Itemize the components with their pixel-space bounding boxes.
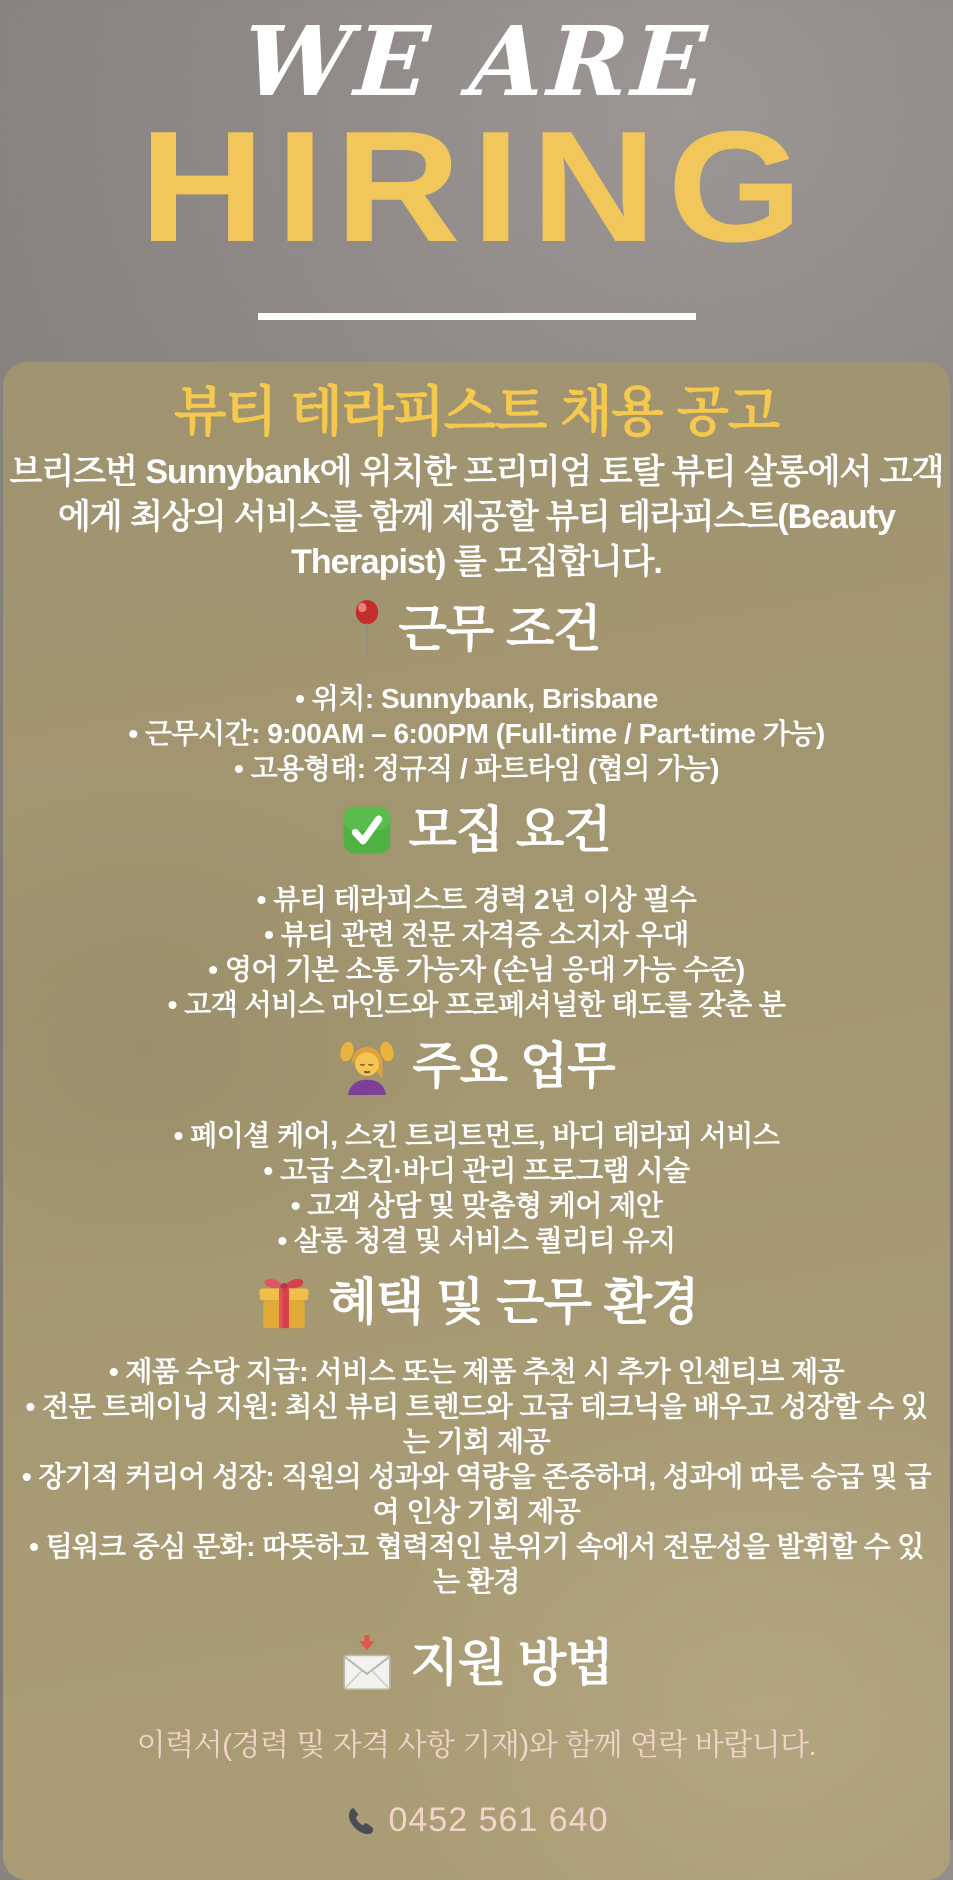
phone-icon — [345, 1805, 377, 1837]
benefits-list — [21, 1354, 933, 1599]
round-pushpin-icon — [352, 599, 382, 659]
phone-row — [3, 1801, 950, 1840]
envelope-arrow-icon — [340, 1633, 394, 1693]
bullet-item: • 팀워크 중심 문화: 따뜻하고 협력적인 분위기 속에서 전문성을 발휘할 수 있는 환경 — [29, 1531, 924, 1597]
work-conditions-list — [21, 681, 933, 786]
bullet-item: • 고급 스킨·바디 관리 프로그램 시술 — [263, 1155, 690, 1186]
bullet-item: • 뷰티 관련 전문 자격증 소지자 우대 — [264, 919, 689, 950]
poster-header — [0, 0, 953, 362]
section-heading-main-duties — [3, 1036, 950, 1096]
content-panel — [3, 362, 950, 1880]
bullet-item: • 근무시간: 9:00AM – 6:00PM (Full-time / Part-time 가능) — [128, 718, 825, 749]
apply-note: 이력서(경력 및 자격 사항 기재)와 함께 연락 바랍니다. — [136, 1729, 817, 1762]
bullet-item: • 영어 기본 소통 가능자 (손님 응대 가능 수준) — [208, 954, 745, 985]
job-intro-text: 브리즈번 Sunnybank에 위치한 프리미엄 토탈 뷰티 살롱에서 고객에게 최상의 서비스를 함께 제공할 뷰티 테라피스트(Beauty Therapist) 를 모집합니다. — [9, 453, 944, 581]
phone-number: 0452 561 640 — [388, 1801, 609, 1839]
bullet-item: • 고객 서비스 마인드와 프로페셔널한 태도를 갖춘 분 — [167, 989, 786, 1020]
woman-massage-icon — [338, 1037, 396, 1095]
header-divider — [258, 313, 696, 320]
bullet-item: • 전문 트레이닝 지원: 최신 뷰티 트렌드와 고급 테크닉을 배우고 성장할 수 있는 기회 제공 — [25, 1391, 928, 1457]
job-posting-title: 뷰티 테라피스트 채용 공고 — [174, 382, 779, 442]
bullet-item: • 위치: Sunnybank, Brisbane — [295, 683, 658, 714]
main-duties-list — [21, 1118, 933, 1258]
bullet-item: • 살롱 청결 및 서비스 퀄리티 유지 — [277, 1225, 676, 1256]
section-heading-label: 지원 방법 — [410, 1635, 613, 1691]
section-heading-how-to-apply — [3, 1633, 950, 1693]
section-heading-label: 주요 업무 — [412, 1038, 615, 1094]
header-script-line: WE ARE — [239, 5, 714, 118]
section-heading-label: 혜택 및 근무 환경 — [328, 1274, 699, 1330]
section-heading-requirements — [3, 800, 950, 860]
bullet-item: • 고용형태: 정규직 / 파트타임 (협의 가능) — [234, 753, 719, 784]
header-main-title: HIRING — [139, 99, 814, 275]
bullet-item: • 뷰티 테라피스트 경력 2년 이상 필수 — [256, 884, 697, 915]
bullet-item: • 페이셜 케어, 스킨 트리트먼트, 바디 테라피 서비스 — [173, 1120, 780, 1151]
gift-icon — [255, 1274, 313, 1330]
bullet-item: • 제품 수당 지급: 서비스 또는 제품 추천 시 추가 인센티브 제공 — [108, 1356, 845, 1387]
requirements-list — [21, 882, 933, 1022]
section-heading-label: 근무 조건 — [398, 601, 601, 657]
section-heading-benefits — [3, 1272, 950, 1332]
check-mark-icon — [342, 805, 392, 855]
bullet-item: • 장기적 커리어 성장: 직원의 성과와 역량을 존중하며, 성과에 따른 승급 및 급여 인상 기회 제공 — [21, 1461, 932, 1527]
section-heading-label: 모집 요건 — [408, 802, 611, 858]
bullet-item: • 고객 상담 및 맞춤형 케어 제안 — [290, 1190, 663, 1221]
section-heading-work-conditions — [3, 599, 950, 659]
